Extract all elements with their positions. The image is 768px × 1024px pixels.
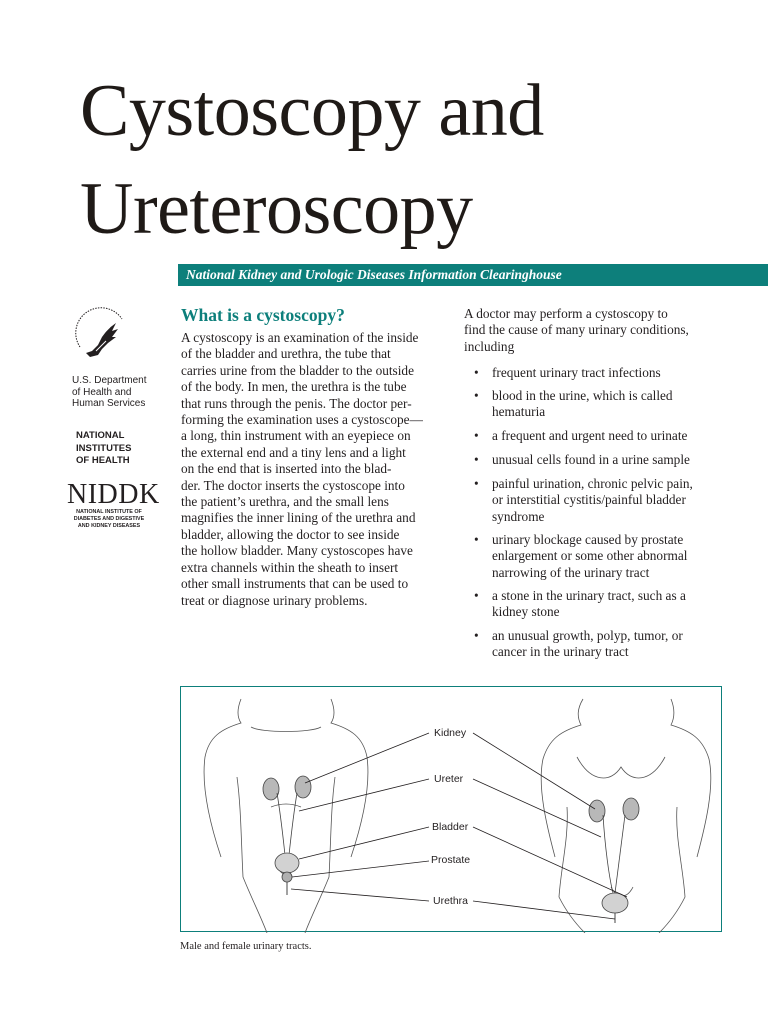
hhs-line: U.S. Department — [72, 375, 147, 386]
condition-text — [492, 628, 683, 661]
condition-text — [492, 452, 690, 468]
text-line: A doctor may perform a cystoscopy to — [464, 306, 668, 321]
condition-text-line: an unusual growth, polyp, tumor, or — [492, 628, 683, 643]
text-line: the external end and a tiny lens and a light — [181, 444, 406, 460]
kidney-label: Kidney — [434, 727, 467, 739]
bullet-icon: • — [474, 365, 479, 380]
condition-text-line: a stone in the urinary tract, such as a — [492, 588, 686, 603]
text-line: der. The doctor inserts the cystoscope into — [181, 477, 405, 493]
female-urinary-organs — [589, 798, 639, 923]
condition-text — [492, 428, 687, 444]
title-line-2: Ureteroscopy — [80, 168, 473, 250]
condition-text-line: narrowing of the urinary tract — [492, 564, 650, 580]
condition-text — [492, 476, 693, 525]
text-line: other small instruments that can be used to — [181, 576, 409, 592]
text-line: of the body. In men, the urethra is the tube — [181, 379, 407, 395]
hhs-line: of Health and — [72, 386, 132, 398]
hhs-name — [72, 375, 172, 410]
text-line: the hollow bladder. Many cystoscopes have — [181, 543, 413, 559]
condition-text-line: blood in the urine, which is called — [492, 388, 673, 403]
nih-line: OF HEALTH — [76, 455, 130, 466]
conditions-intro-paragraph — [464, 306, 734, 355]
text-line: bladder, allowing the doctor to see inside — [181, 526, 400, 542]
niddk-sub-line: NATIONAL INSTITUTE OF — [76, 509, 142, 515]
condition-text-line: frequent urinary tract infections — [492, 365, 661, 380]
bullet-icon: • — [474, 476, 479, 491]
condition-text-line: a frequent and urgent need to urinate — [492, 428, 688, 443]
condition-text — [492, 532, 687, 581]
text-line: find the cause of many urinary conditions, — [464, 322, 689, 338]
text-line: A cystoscopy is an examination of the inside — [181, 330, 419, 345]
condition-text-line: kidney stone — [492, 604, 560, 620]
text-line: of the bladder and urethra, the tube that — [181, 346, 391, 362]
hhs-line: Human Services — [72, 398, 146, 409]
urinary-tract-figure — [180, 686, 722, 932]
niddk-sub-line: DIABETES AND DIGESTIVE — [73, 516, 145, 522]
condition-text — [492, 388, 673, 421]
bullet-icon: • — [474, 628, 479, 643]
nih-line: INSTITUTES — [76, 442, 132, 454]
hhs-seal-icon — [72, 307, 134, 369]
condition-text-line: or interstitial cystitis/painful bladder — [492, 492, 686, 508]
title-line-1: Cystoscopy and — [80, 70, 544, 152]
text-line: extra channels within the sheath to insert — [181, 559, 399, 575]
niddk-sub-line: AND KIDNEY DISEASES — [77, 523, 141, 529]
niddk-logo: NIDDK — [67, 479, 160, 510]
urethra-label: Urethra — [433, 895, 469, 907]
text-line: including — [464, 338, 515, 354]
condition-text — [492, 588, 686, 621]
clearinghouse-banner: National Kidney and Urologic Diseases Information Clearinghouse — [178, 264, 768, 286]
niddk-full-name — [66, 509, 152, 530]
text-line: forming the examination uses a cystoscope— — [181, 412, 423, 428]
prostate-label: Prostate — [431, 854, 471, 866]
bullet-icon: • — [474, 452, 479, 467]
bladder-label: Bladder — [432, 821, 469, 833]
bullet-icon: • — [474, 588, 479, 603]
text-line: the patient’s urethra, and the small lens — [181, 494, 389, 510]
condition-text-line: urinary blockage caused by prostate — [492, 532, 684, 547]
condition-text-line: enlargement or some other abnormal — [492, 548, 688, 564]
text-line: that runs through the penis. The doctor per- — [181, 395, 412, 411]
male-urinary-organs — [263, 776, 311, 895]
condition-text-line: hematuria — [492, 404, 546, 420]
bullet-icon: • — [474, 428, 479, 443]
text-line: treat or diagnose urinary problems. — [181, 592, 368, 608]
ureter-label: Ureter — [434, 773, 464, 785]
document-title — [80, 62, 544, 258]
figure-caption: Male and female urinary tracts. — [180, 941, 312, 952]
text-line: carries urine from the bladder to the outside — [181, 362, 414, 378]
condition-text — [492, 365, 661, 381]
cystoscopy-definition-paragraph — [181, 330, 441, 609]
condition-text-line: unusual cells found in a urine sample — [492, 452, 690, 467]
bullet-icon: • — [474, 532, 479, 547]
text-line: on the end that is inserted into the blad- — [181, 461, 392, 477]
nih-line: NATIONAL — [76, 430, 125, 441]
nih-name — [76, 430, 166, 468]
text-line: magnifies the inner lining of the urethra and — [181, 510, 416, 526]
condition-text-line: syndrome — [492, 508, 545, 524]
section-heading: What is a cystoscopy? — [181, 305, 345, 325]
condition-text-line: painful urination, chronic pelvic pain, — [492, 476, 693, 491]
condition-text-line: cancer in the urinary tract — [492, 644, 629, 660]
bullet-icon: • — [474, 388, 479, 403]
text-line: a long, thin instrument with an eyepiece on — [181, 428, 411, 444]
